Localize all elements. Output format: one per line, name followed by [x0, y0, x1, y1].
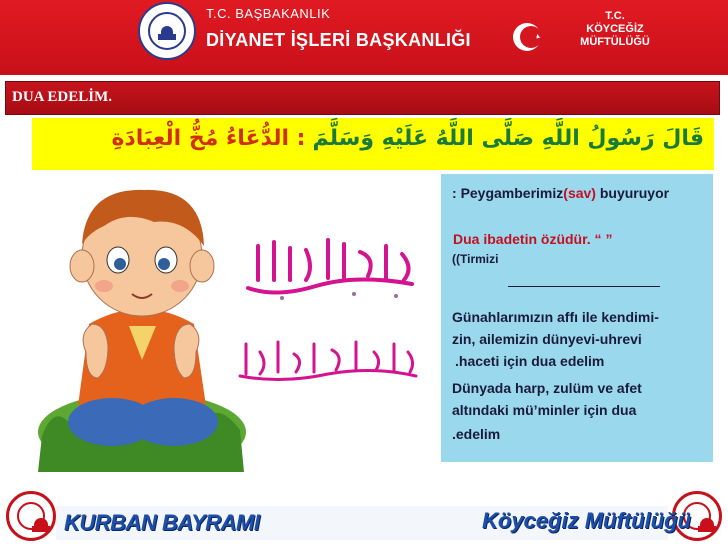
- hadith-text: [111, 126, 704, 151]
- title-bar: [5, 81, 720, 115]
- besmele-calligraphy: [236, 228, 424, 308]
- panel-quote: Dua ibadetin özüdür. “ ”: [453, 231, 613, 247]
- panel-line1-c: buyuruyor: [595, 185, 670, 201]
- koycegiz-muftulugu-text: Köyceğiz Müftülüğü: [482, 508, 691, 533]
- praying-child-illustration: [34, 174, 249, 472]
- panel-p2-line: .edelim: [452, 426, 501, 442]
- mufti-line: MÜFTÜLÜĞÜ: [580, 36, 650, 48]
- hadith-strip: [32, 118, 714, 170]
- panel-line1-sav: (sav): [563, 185, 596, 201]
- header-line1: T.C. BAŞBAKANLIK: [206, 6, 331, 21]
- diyanet-logo: [138, 2, 196, 60]
- panel-divider: [508, 286, 660, 287]
- mufti-line: T.C.: [605, 10, 625, 22]
- diyanet-seal-left: [6, 491, 56, 541]
- panel-line1-a: Peygamberimiz: [460, 185, 564, 201]
- header-banner: [0, 0, 728, 75]
- hadith-part2: : الدُّعَاءُ مُخُّ الْعِبَادَةِ: [111, 126, 306, 151]
- mufti-label: [560, 10, 670, 49]
- text-panel: [441, 174, 713, 462]
- kurban-bayrami-text: KURBAN BAYRAMI: [64, 510, 260, 535]
- panel-line-peygamber: [452, 185, 669, 201]
- header-line2: DİYANET İŞLERİ BAŞKANLIĞI: [206, 30, 471, 50]
- panel-source: ((Tirmizi: [452, 252, 499, 266]
- hadith-part1: قَالَ رَسُولُ اللَّهِ صَلَّى اللَّهُ عَلَيْهِ وَسَلَّمَ: [312, 126, 704, 151]
- panel-p2-line: altındaki mü’minler için dua: [452, 402, 637, 418]
- istighfar-calligraphy: [232, 330, 422, 394]
- panel-p1-line: zin, ailemizin dünyevi-uhrevi: [452, 331, 642, 347]
- mufti-line: KÖYCEĞİZ: [586, 23, 644, 35]
- panel-line1-colon: :: [452, 185, 461, 201]
- page-title: DUA EDELİM.: [12, 89, 113, 105]
- panel-p1-line: .haceti için dua edelim: [455, 353, 605, 369]
- panel-p1-line: Günahlarımızın affı ile kendimi-: [452, 309, 659, 325]
- panel-p2-line: Dünyada harp, zulüm ve afet: [452, 380, 642, 396]
- crescent-star-icon: [512, 20, 546, 54]
